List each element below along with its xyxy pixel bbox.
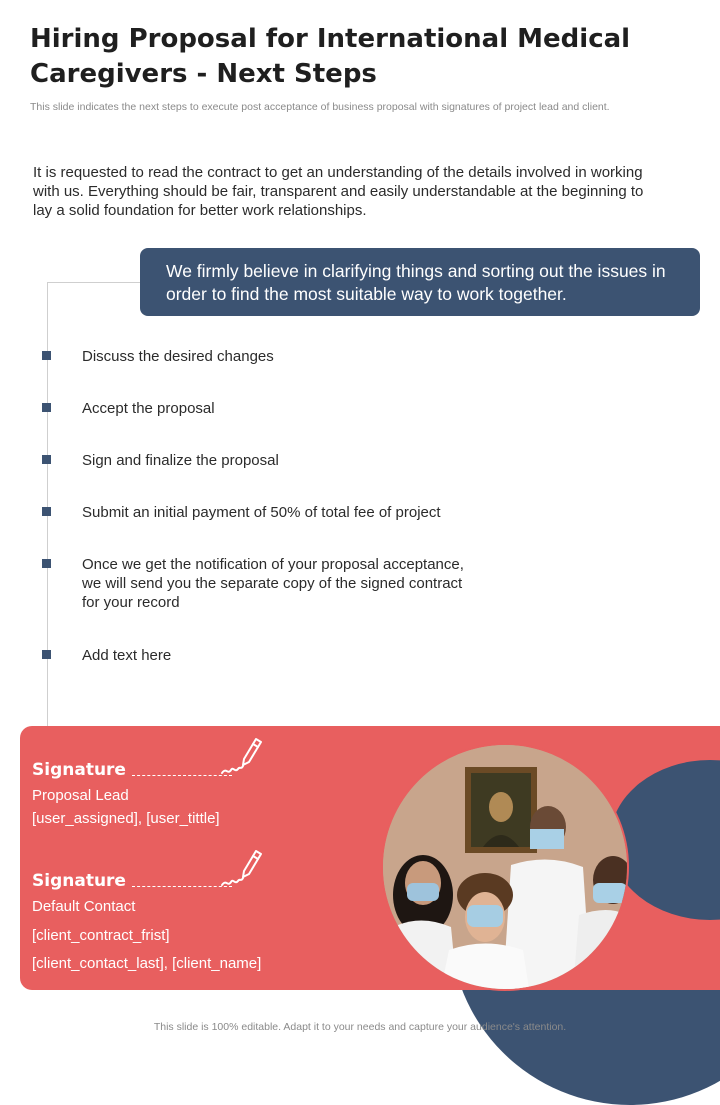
signature-block-lead — [32, 759, 232, 830]
square-bullet-icon — [42, 559, 51, 568]
signature-role: Default Contact — [32, 898, 136, 915]
signature-detail: [client_contract_frist] — [32, 927, 170, 944]
signature-heading: Signature — [32, 760, 126, 780]
masked-caregivers-photo — [383, 745, 627, 989]
intro-paragraph: It is requested to read the contract to get an understanding of the details involved in working with us. Everything should be fair, transparent and easily understandable at the beginning to lay a solid foundation for better work relationships. — [33, 164, 644, 219]
signature-detail: [client_contact_last], [client_name] — [32, 955, 262, 972]
step-text: Add text here — [82, 647, 172, 664]
highlight-banner: We firmly believe in clarifying things and sorting out the issues in order to find the most suitable way to work together. — [140, 248, 700, 316]
pen-icon — [220, 733, 264, 777]
square-bullet-icon — [42, 403, 51, 412]
step-text: Sign and finalize the proposal — [82, 452, 279, 469]
footer-note: This slide is 100% editable. Adapt it to your needs and capture your audience's attention. — [153, 1021, 567, 1033]
square-bullet-icon — [42, 455, 51, 464]
signature-line — [132, 775, 232, 776]
signature-line — [132, 886, 232, 887]
signature-heading: Signature — [32, 871, 126, 891]
step-text: Submit an initial payment of 50% of total fee of project — [82, 504, 441, 521]
step-text: Accept the proposal — [82, 400, 215, 417]
signature-detail: [user_assigned], [user_tittle] — [32, 810, 220, 827]
pen-icon — [220, 845, 264, 889]
square-bullet-icon — [42, 650, 51, 659]
team-photo — [383, 745, 627, 989]
step-text: Discuss the desired changes — [82, 348, 274, 365]
signature-role: Proposal Lead — [32, 787, 129, 804]
square-bullet-icon — [42, 351, 51, 360]
page-subtitle: This slide indicates the next steps to execute post acceptance of business proposal with signatures of project lead and client. — [30, 101, 610, 113]
square-bullet-icon — [42, 507, 51, 516]
step-text: Once we get the notification of your proposal acceptance, we will send you the separate copy of the signed contract for your record — [82, 556, 464, 611]
page-title: Hiring Proposal for International Medical Caregivers - Next Steps — [30, 24, 631, 89]
timeline-connector — [47, 282, 140, 283]
